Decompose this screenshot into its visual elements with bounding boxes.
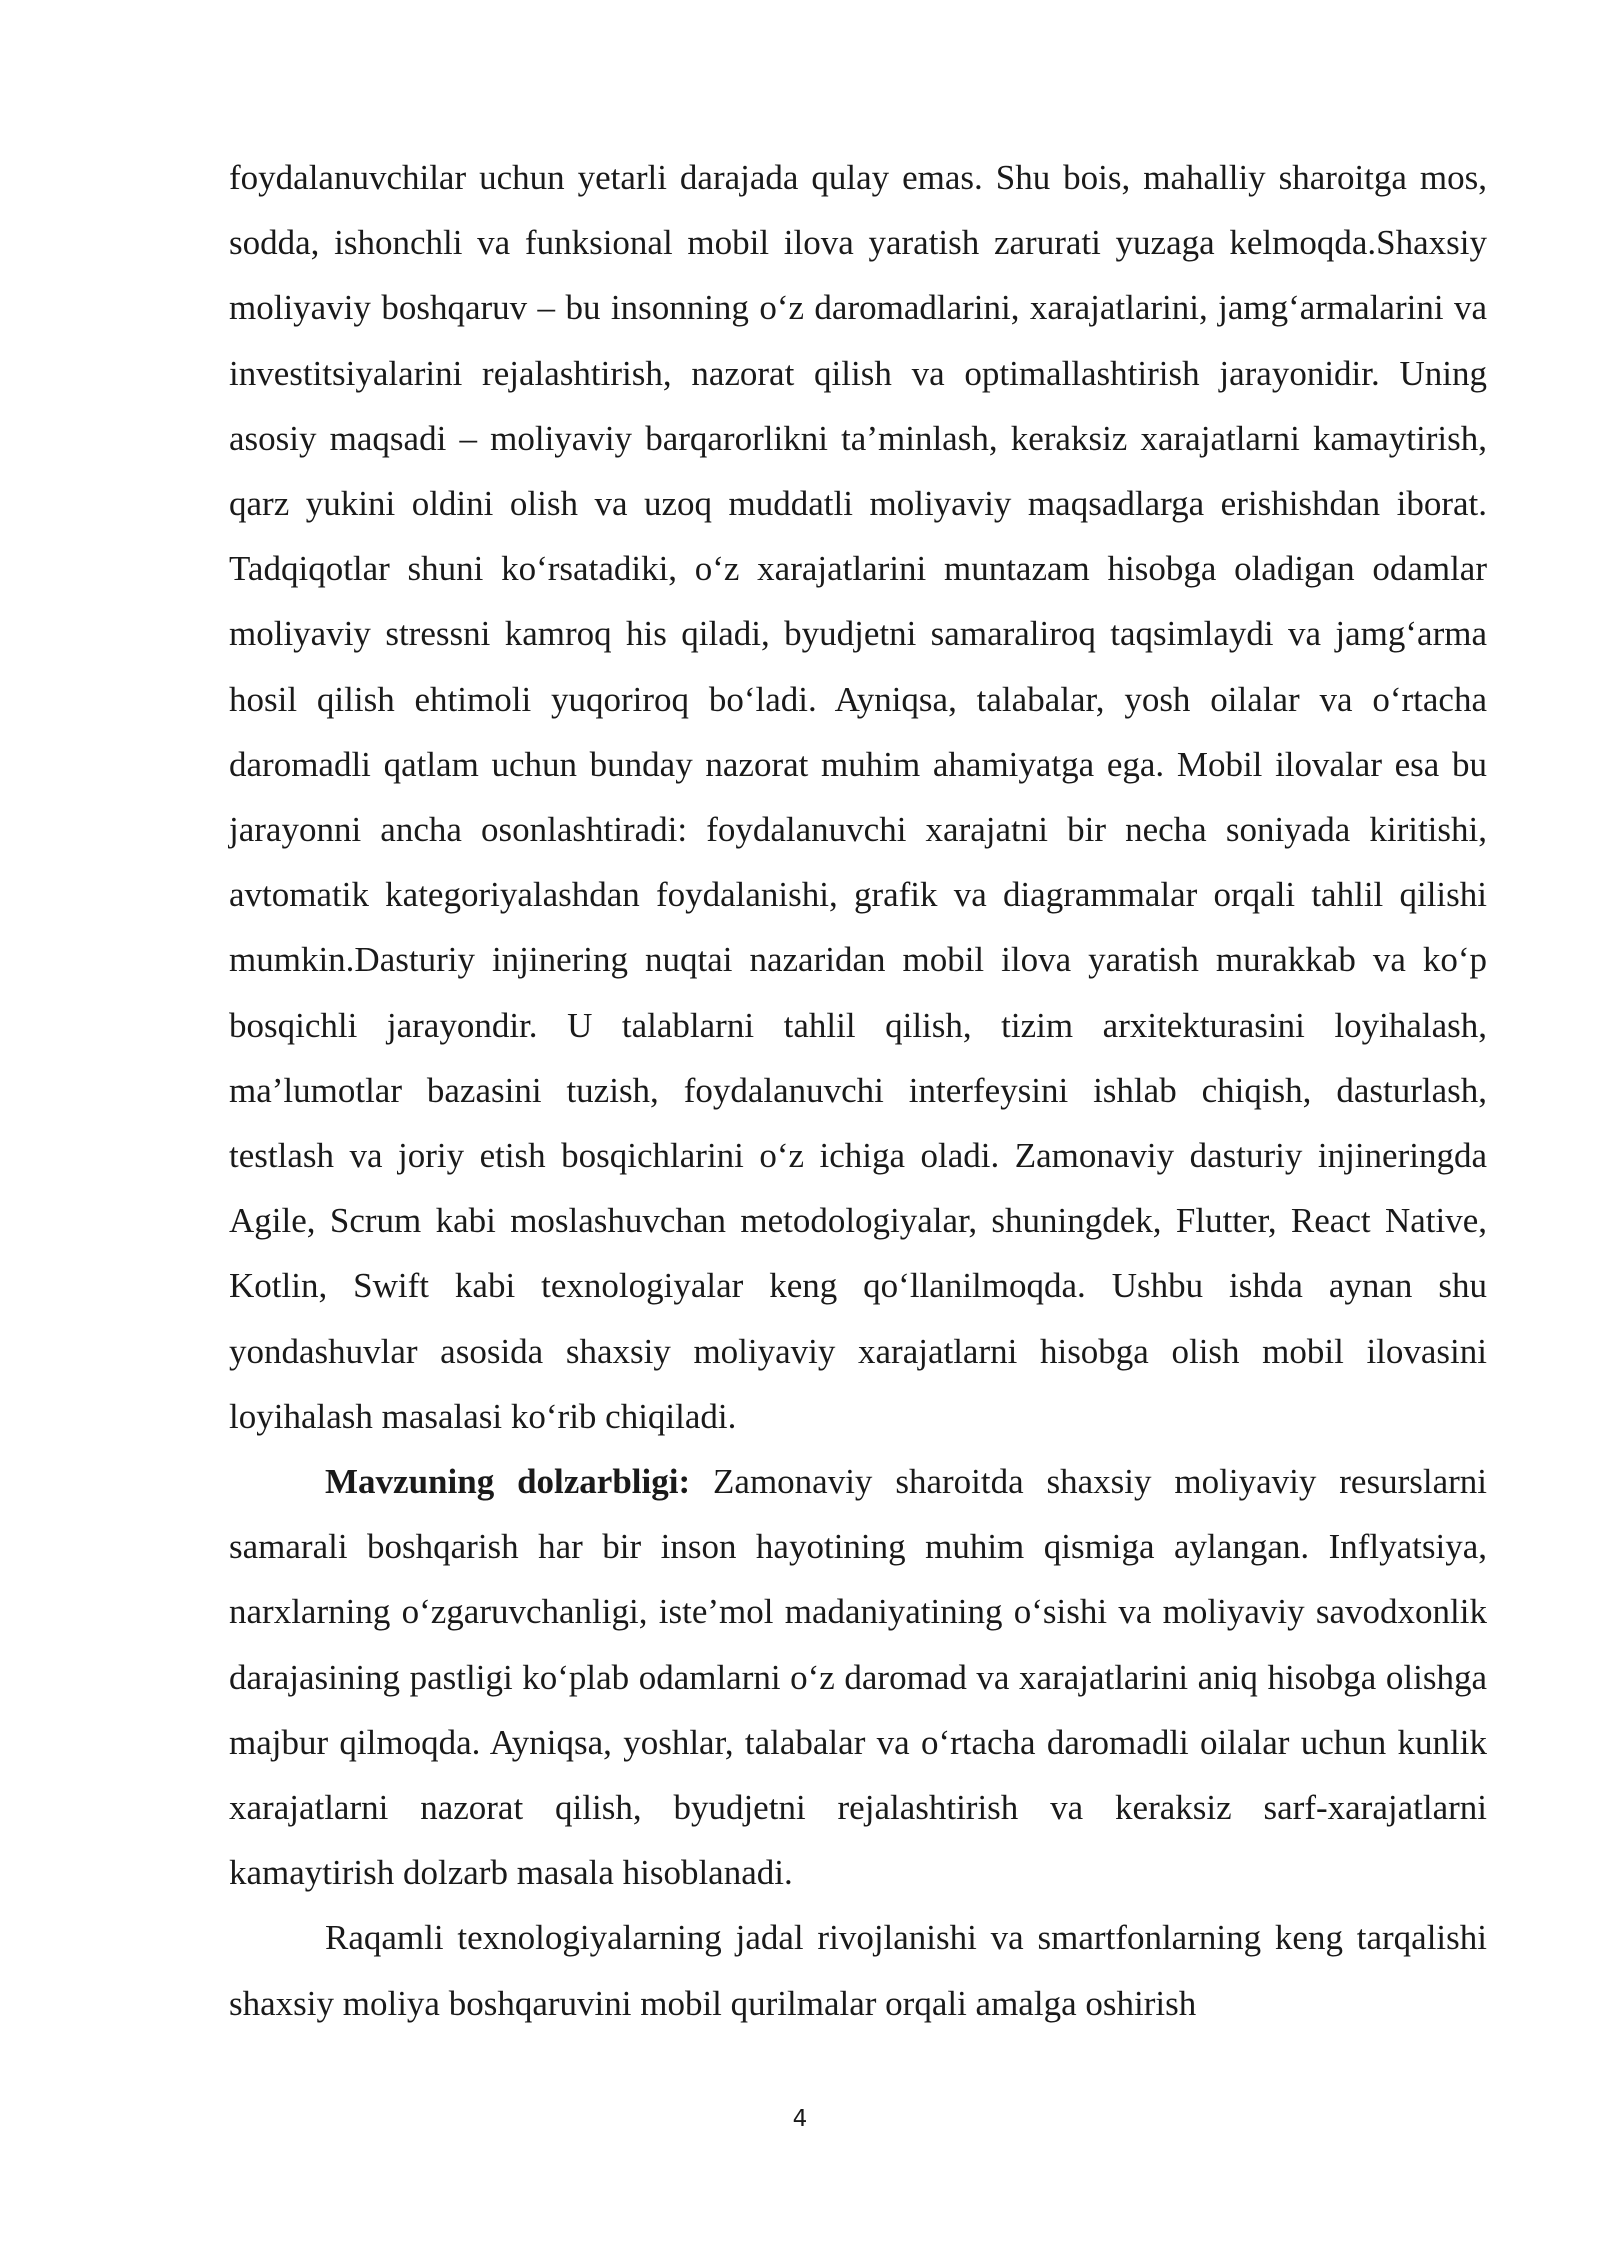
page-number: 4: [792, 2106, 808, 2132]
paragraph-digital-tech: [229, 1905, 1487, 2035]
document-body: [229, 145, 1487, 2036]
paragraph-relevance: [229, 1449, 1487, 1905]
paragraph-lead-heading: Mavzuning dolzarbligi:: [325, 1462, 691, 1502]
paragraph-text: Zamonaviy sharoitda shaxsiy moliyaviy resurslarni samarali boshqarish har bir inson hayotining muhim qismiga aylangan. Inflyatsiya, narxlarning o‘zgaruvchanligi, iste’mol madaniyatining o‘sishi va moliyaviy savodxonlik darajasining pastligi ko‘plab odamlarni o‘z daromad va xarajatlarini aniq hisobga olishga majbur qilmoqda. Ayniqsa, yoshlar, talabalar va o‘rtacha daromadli oilalar uchun kunlik xarajatlarni nazorat qilish, byudjetni rejalashtirish va keraksiz sarf-xarajatlarni kamaytirish dolzarb masala hisoblanadi.: [229, 1462, 1487, 1893]
paragraph-text: foydalanuvchilar uchun yetarli darajada qulay emas. Shu bois, mahalliy sharoitga mos, sodda, ishonchli va funksional mobil ilova yaratish zarurati yuzaga kelmoqda.Shaxsiy moliyaviy boshqaruv – bu insonning o‘z daromadlarini, xarajatlarini, jamg‘armalarini va investitsiyalarini rejalashtirish, nazorat qilish va optimallashtirish jarayonidir. Uning asosiy maqsadi – moliyaviy barqarorlikni ta’minlash, keraksiz xarajatlarni kamaytirish, qarz yukini oldini olish va uzoq muddatli moliyaviy maqsadlarga erishishdan iborat. Tadqiqotlar shuni ko‘rsatadiki, o‘z xarajatlarini muntazam hisobga oladigan odamlar moliyaviy stressni kamroq his qiladi, byudjetni samaraliroq taqsimlaydi va jamg‘arma hosil qilish ehtimoli yuqoriroq bo‘ladi. Ayniqsa, talabalar, yosh oilalar va o‘rtacha daromadli qatlam uchun bunday nazorat muhim ahamiyatga ega. Mobil ilovalar esa bu jarayonni ancha osonlashtiradi: foydalanuvchi xarajatni bir necha soniyada kiritishi, avtomatik kategoriyalashdan foydalanishi, grafik va diagrammalar orqali tahlil qilishi mumkin.Dasturiy injinering nuqtai nazaridan mobil ilova yaratish murakkab va ko‘p bosqichli jarayondir. U talablarni tahlil qilish, tizim arxitekturasini loyihalash, ma’lumotlar bazasini tuzish, foydalanuvchi interfeysini ishlab chiqish, dasturlash, testlash va joriy etish bosqichlarini o‘z ichiga oladi. Zamonaviy dasturiy injineringda Agile, Scrum kabi moslashuvchan metodologiyalar, shuningdek, Flutter, React Native, Kotlin, Swift kabi texnologiyalar keng qo‘llanilmoqda. Ushbu ishda aynan shu yondashuvlar asosida shaxsiy moliyaviy xarajatlarni hisobga olish mobil ilovasini loyihalash masalasi ko‘rib chiqiladi.: [229, 158, 1487, 1436]
paragraph-text: Raqamli texnologiyalarning jadal rivojlanishi va smartfonlarning keng tarqalishi shaxsiy moliya boshqaruvini mobil qurilmalar orqali amalga oshirish: [229, 1918, 1487, 2023]
paragraph-intro: [229, 145, 1487, 1449]
